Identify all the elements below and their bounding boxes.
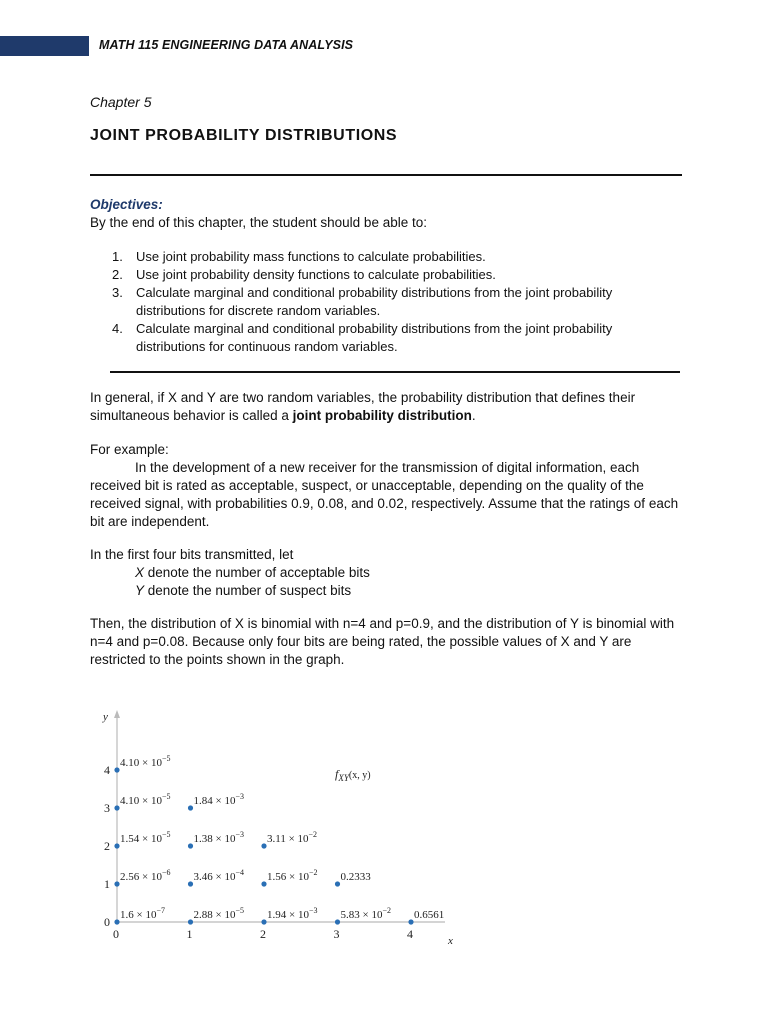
function-name: f	[335, 767, 339, 781]
objective-item	[92, 248, 652, 266]
y-tick-label: 2	[104, 839, 110, 853]
data-point	[335, 919, 340, 924]
data-label: 0.6561	[414, 909, 445, 921]
objective-text: Calculate marginal and conditional probability distributions from the joint probability distributions for discrete random variables.	[136, 285, 613, 318]
objective-number: 4.	[112, 321, 123, 336]
y-definition	[90, 582, 685, 600]
data-label: 0.2333	[340, 871, 371, 883]
objective-number: 1.	[112, 249, 123, 264]
y-tick-label: 0	[104, 915, 110, 929]
data-point	[408, 919, 413, 924]
objective-text: Calculate marginal and conditional probability distributions from the joint probability distributions for continuous random variables.	[136, 321, 613, 354]
x-tick-label: 4	[407, 927, 413, 941]
x-tick-label: 2	[260, 927, 266, 941]
y-variable: Y	[135, 583, 145, 598]
x-tick-label: 0	[113, 927, 119, 941]
objective-text: Use joint probability mass functions to calculate probabilities.	[136, 249, 486, 264]
x-definition	[90, 564, 685, 582]
data-label: $1.84 \times 10^{-3}$	[193, 792, 244, 807]
definition-term: joint probability distribution	[292, 408, 472, 423]
data-point	[188, 919, 193, 924]
data-point	[188, 881, 193, 886]
function-args: (x, y)	[348, 770, 371, 781]
variables-lead: In the first four bits transmitted, let	[90, 547, 294, 562]
y-axis-arrow	[114, 710, 120, 718]
y-definition-text: denote the number of suspect bits	[144, 583, 352, 598]
data-label: $2.88 \times 10^{-5}$	[193, 906, 244, 921]
objective-number: 2.	[112, 267, 123, 282]
objective-number: 3.	[112, 285, 123, 300]
example-paragraph	[90, 441, 685, 531]
data-label: $2.56 \times 10^{-6}$	[120, 868, 171, 883]
data-point	[114, 805, 119, 810]
x-variable: X	[135, 565, 145, 580]
y-tick-label: 4	[104, 763, 110, 777]
data-label: $4.10 \times 10^{-5}$	[120, 754, 171, 769]
data-label: $4.10 \times 10^{-5}$	[120, 792, 171, 807]
data-label: $1.6 \times 10^{-7}$	[120, 906, 165, 921]
x-axis-label: x	[448, 935, 453, 947]
objectives-intro: By the end of this chapter, the student should be able to:	[90, 215, 427, 230]
data-point	[261, 919, 266, 924]
definition-text: In general, if X and Y are two random variables, the probability distribution that defines their simultaneous behavior is called a	[90, 390, 636, 423]
divider-bottom	[110, 371, 680, 373]
objective-item	[92, 320, 652, 356]
data-point	[114, 767, 119, 772]
objectives-heading: Objectives:	[90, 197, 163, 212]
example-body: In the development of a new receiver for the transmission of digital information, each received bit is rated as acceptable, suspect, or unacceptable, depending on the quality of the received signal, with probabilities 0.9, 0.08, and 0.02, respectively. Assume that the ratings of each bit are independent.	[90, 460, 679, 529]
data-label: $3.46 \times 10^{-4}$	[193, 868, 244, 883]
course-header: MATH 115 ENGINEERING DATA ANALYSIS	[99, 38, 354, 52]
data-label: $1.38 \times 10^{-3}$	[193, 830, 244, 845]
header-color-bar	[0, 36, 89, 56]
data-label: $1.54 \times 10^{-5}$	[120, 830, 171, 845]
data-label: $3.11 \times 10^{-2}$	[267, 830, 318, 845]
page-title: JOINT PROBABILITY DISTRIBUTIONS	[90, 127, 398, 144]
function-label	[335, 767, 371, 783]
definition-paragraph	[90, 389, 685, 425]
example-lead: For example:	[90, 442, 169, 457]
joint-pmf-chart	[95, 698, 490, 950]
divider-top	[90, 174, 682, 176]
variables-paragraph	[90, 546, 685, 600]
distribution-paragraph: Then, the distribution of X is binomial with n=4 and p=0.9, and the distribution of Y is binomial with n=4 and p=0.08. Because only four bits are being rated, the possible values of X and Y are restricted to the points shown in the graph.	[90, 616, 675, 667]
objectives-list	[92, 248, 652, 356]
data-point	[188, 843, 193, 848]
objective-text: Use joint probability density functions to calculate probabilities.	[136, 267, 496, 282]
data-point	[114, 843, 119, 848]
data-label: $1.56 \times 10^{-2}$	[267, 868, 318, 883]
x-definition-text: denote the number of acceptable bits	[144, 565, 370, 580]
x-tick-label: 3	[333, 927, 340, 941]
data-point	[114, 919, 119, 924]
definition-end: .	[471, 408, 476, 423]
y-axis-label: y	[103, 711, 108, 723]
data-point	[114, 881, 119, 886]
y-tick-label: 3	[104, 801, 110, 815]
data-point	[261, 881, 266, 886]
data-label: $5.83 \times 10^{-2}$	[340, 906, 391, 921]
y-tick-label: 1	[104, 877, 110, 891]
objective-item	[92, 284, 652, 320]
objective-item	[92, 266, 652, 284]
x-tick-label: 1	[186, 927, 193, 941]
data-point	[335, 881, 340, 886]
data-label: $1.94 \times 10^{-3}$	[267, 906, 318, 921]
function-subscript: XY	[338, 773, 349, 783]
chapter-label: Chapter 5	[90, 94, 152, 110]
data-point	[261, 843, 266, 848]
data-point	[188, 805, 193, 810]
